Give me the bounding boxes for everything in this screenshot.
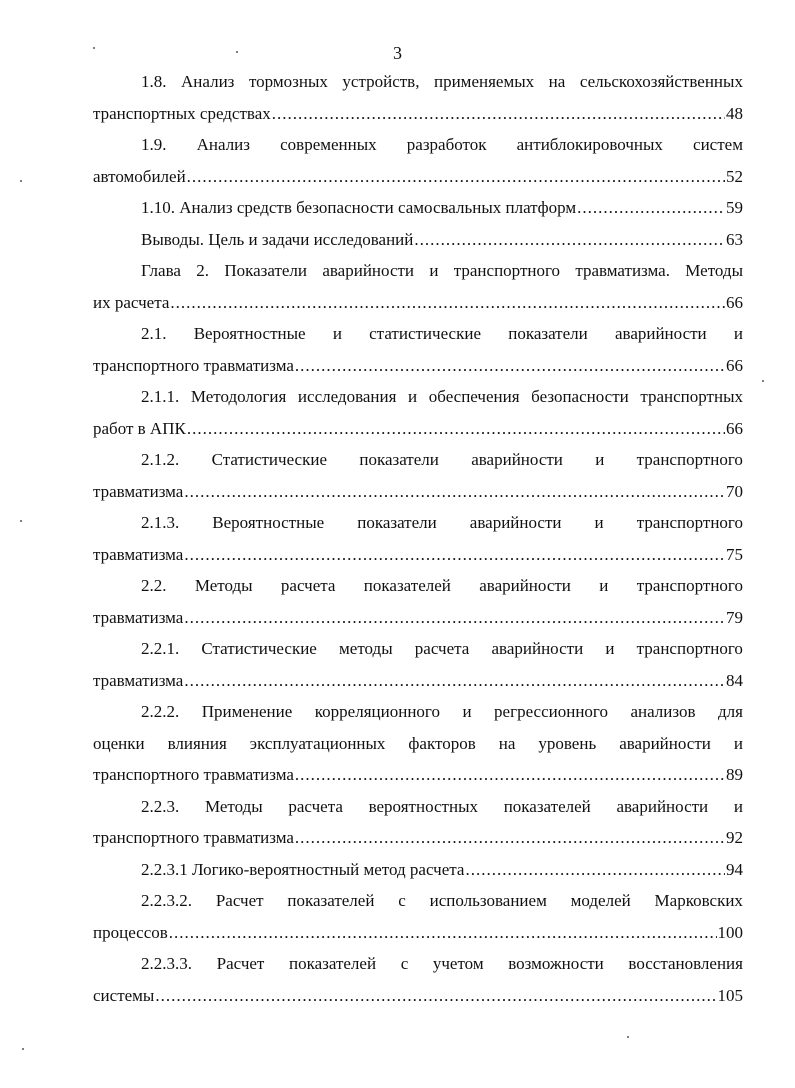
title-word: 1.9. xyxy=(141,135,167,154)
title-word: показателей xyxy=(503,796,591,816)
title-word: факторов xyxy=(408,733,476,753)
toc-line xyxy=(93,602,743,634)
toc-line xyxy=(93,854,743,886)
toc-line xyxy=(93,822,743,854)
title-word: Показатели xyxy=(224,261,308,280)
entry-page: 66 xyxy=(726,292,743,312)
toc-line xyxy=(93,728,743,760)
dot-leader xyxy=(170,287,725,319)
title-word: показателей xyxy=(363,576,451,595)
title-word: влияния xyxy=(167,733,227,753)
title-word: и xyxy=(332,324,342,343)
title-word: 1.8. xyxy=(141,72,167,91)
title-word: расчета xyxy=(280,576,336,595)
title-word: на xyxy=(548,72,566,91)
toc-line xyxy=(93,476,743,508)
title-word: статистические xyxy=(369,324,481,343)
entry-page: 66 xyxy=(726,418,743,438)
title-word: Методология xyxy=(190,387,287,406)
toc-line xyxy=(93,224,743,256)
entry-title: транспортного травматизма xyxy=(93,765,294,784)
dot-leader xyxy=(184,476,725,508)
entry-title: автомобилей xyxy=(93,166,186,186)
toc-entry-1-9 xyxy=(93,129,743,192)
entry-title: травматизма xyxy=(93,670,184,690)
title-word: тормозных xyxy=(248,72,328,91)
title-word: и xyxy=(605,639,615,658)
title-word: обеспечения xyxy=(428,387,520,406)
toc-line xyxy=(93,570,743,602)
dot-leader xyxy=(187,161,725,193)
title-word: аварийности xyxy=(491,639,584,658)
toc-line xyxy=(93,885,743,917)
toc-line xyxy=(93,287,743,319)
toc-entry-2-2-3-2 xyxy=(93,885,743,948)
scan-speck xyxy=(762,380,764,382)
scan-speck xyxy=(22,1048,24,1050)
toc-line xyxy=(93,507,743,539)
toc-line xyxy=(93,980,743,1012)
toc-entry-2-2-3 xyxy=(93,791,743,854)
title-word: Глава xyxy=(141,261,181,280)
title-word: 2.2.3. xyxy=(141,796,180,816)
title-word: Методы xyxy=(194,576,253,595)
title-word: расчета xyxy=(288,796,343,816)
title-word: Анализ xyxy=(181,72,235,91)
dot-leader xyxy=(169,917,717,949)
title-word: Применение xyxy=(201,702,293,721)
dot-leader xyxy=(272,98,725,130)
toc-line xyxy=(93,633,743,665)
entry-page: 94 xyxy=(726,859,743,879)
dot-leader xyxy=(184,665,725,697)
entry-page: 100 xyxy=(717,922,743,942)
title-word: показателей xyxy=(287,891,375,910)
title-word: с xyxy=(398,891,406,910)
entry-page: 79 xyxy=(726,607,743,627)
title-word: расчета xyxy=(414,639,470,658)
scan-speck xyxy=(627,1036,629,1038)
entry-page: 66 xyxy=(726,355,743,375)
entry-page: 84 xyxy=(726,670,743,690)
entry-page: 59 xyxy=(726,198,743,217)
title-word: аварийности xyxy=(619,733,711,753)
title-word: и xyxy=(733,324,743,343)
title-word: исследования xyxy=(297,387,397,406)
scan-speck xyxy=(93,47,95,49)
dot-leader xyxy=(414,224,725,256)
title-word: и xyxy=(429,261,439,280)
toc-line xyxy=(93,350,743,382)
title-word: разработок xyxy=(406,135,487,154)
title-word: Расчет xyxy=(215,891,264,910)
dot-leader xyxy=(184,539,725,571)
toc-line xyxy=(93,66,743,98)
title-word: и xyxy=(733,733,743,753)
toc-entry-2-1-2 xyxy=(93,444,743,507)
title-word: и xyxy=(599,576,609,595)
title-word: антиблокировочных xyxy=(516,135,663,154)
title-word: для xyxy=(718,702,743,721)
entry-title: 1.10. Анализ средств безопасности самосвальных платформ xyxy=(141,198,577,217)
dot-leader xyxy=(187,413,725,445)
title-word: 2.2.3.2. xyxy=(141,891,192,910)
toc-entry-1-8 xyxy=(93,66,743,129)
entry-title: транспортных средствах xyxy=(93,103,271,123)
title-word: показатели xyxy=(357,513,437,532)
scan-speck xyxy=(20,180,22,182)
entry-title: транспортного травматизма xyxy=(93,828,294,847)
title-word: систем xyxy=(693,135,743,154)
toc-entry-2-2 xyxy=(93,570,743,633)
toc-line xyxy=(93,665,743,697)
entry-title: Выводы. Цель и задачи исследований xyxy=(141,229,414,249)
title-word: и xyxy=(733,796,743,816)
toc-entry-2-1 xyxy=(93,318,743,381)
title-word: восстановления xyxy=(628,954,743,973)
title-word: 2.2. xyxy=(141,576,167,595)
title-word: корреляционного xyxy=(314,702,440,721)
title-word: методы xyxy=(339,639,393,658)
toc-line xyxy=(93,381,743,413)
title-word: и xyxy=(408,387,418,406)
title-word: применяемых xyxy=(433,72,535,91)
entry-title: травматизма xyxy=(93,607,184,627)
toc-entry-2-2-3-1 xyxy=(93,854,743,886)
title-word: регрессионного xyxy=(494,702,608,721)
title-word: 2.1.3. xyxy=(141,513,180,532)
title-word: уровень xyxy=(538,733,597,753)
title-word: Статистические xyxy=(211,450,328,469)
title-word: 2.2.2. xyxy=(141,702,180,721)
entry-page: 89 xyxy=(726,765,743,784)
toc-line xyxy=(93,98,743,130)
title-word: моделей xyxy=(570,891,631,910)
entry-title: 2.2.3.1 Логико-вероятностный метод расчета xyxy=(141,859,465,879)
scan-speck xyxy=(236,51,238,53)
title-word: Методы xyxy=(685,261,743,280)
dot-leader xyxy=(295,350,725,382)
toc-entry-2-2-2 xyxy=(93,696,743,791)
toc-line xyxy=(93,129,743,161)
title-word: аварийности xyxy=(614,324,707,343)
title-word: учетом xyxy=(432,954,484,973)
title-word: анализов xyxy=(630,702,696,721)
title-word: использованием xyxy=(429,891,547,910)
table-of-contents xyxy=(93,66,743,1011)
toc-line xyxy=(93,696,743,728)
entry-page: 92 xyxy=(726,828,743,847)
title-word: 2. xyxy=(196,261,209,280)
title-word: Вероятностные xyxy=(193,324,306,343)
title-word: показатели xyxy=(359,450,439,469)
toc-entry-chapter-2 xyxy=(93,255,743,318)
title-word: 2.2.3.3. xyxy=(141,954,192,973)
title-word: современных xyxy=(280,135,377,154)
title-word: транспортного xyxy=(636,513,743,532)
title-word: травматизма. xyxy=(575,261,670,280)
toc-entry-1-10 xyxy=(93,192,743,224)
dot-leader xyxy=(184,602,725,634)
title-word: транспортного xyxy=(636,576,743,595)
title-word: Статистические xyxy=(201,639,317,658)
title-word: сельскохозяйственных xyxy=(579,72,743,91)
title-word: Методы xyxy=(204,796,263,816)
dot-leader xyxy=(577,192,725,224)
toc-entry-conclusions xyxy=(93,224,743,256)
title-word: оценки xyxy=(93,733,145,753)
title-word: с xyxy=(400,954,409,973)
entry-page: 48 xyxy=(726,103,743,123)
entry-page: 52 xyxy=(726,166,743,186)
toc-line xyxy=(93,413,743,445)
entry-title: травматизма xyxy=(93,544,184,564)
title-word: Расчет xyxy=(216,954,265,973)
title-word: на xyxy=(498,733,516,753)
scan-speck xyxy=(20,520,22,522)
title-word: Вероятностные xyxy=(212,513,325,532)
toc-line xyxy=(93,539,743,571)
title-word: и xyxy=(462,702,472,721)
toc-line xyxy=(93,192,743,224)
toc-line xyxy=(93,948,743,980)
title-word: транспортного xyxy=(636,450,743,469)
title-word: аварийности xyxy=(616,796,709,816)
title-word: аварийности xyxy=(322,261,415,280)
entry-page: 63 xyxy=(726,229,743,249)
toc-line xyxy=(93,759,743,791)
title-word: аварийности xyxy=(479,576,571,595)
entry-title: их расчета xyxy=(93,292,170,312)
entry-title: работ в АПК xyxy=(93,418,186,438)
dot-leader xyxy=(295,822,725,854)
entry-page: 105 xyxy=(717,985,743,1005)
title-word: Анализ xyxy=(196,135,250,154)
title-word: 2.2.1. xyxy=(141,639,180,658)
title-word: показателей xyxy=(288,954,377,973)
title-word: Марковских xyxy=(654,891,743,910)
title-word: 2.1.1. xyxy=(141,387,180,406)
page-number: 3 xyxy=(393,43,402,63)
entry-page: 70 xyxy=(726,481,743,501)
title-word: и xyxy=(594,513,604,532)
toc-line xyxy=(93,444,743,476)
toc-entry-2-1-3 xyxy=(93,507,743,570)
title-word: транспортных xyxy=(640,387,743,406)
dot-leader xyxy=(465,854,725,886)
toc-line xyxy=(93,791,743,823)
title-word: показатели xyxy=(508,324,588,343)
entry-title: травматизма xyxy=(93,481,184,501)
title-word: 2.1. xyxy=(141,324,167,343)
title-word: аварийности xyxy=(471,450,563,469)
toc-line xyxy=(93,318,743,350)
toc-line xyxy=(93,917,743,949)
dot-leader xyxy=(155,980,716,1012)
toc-line xyxy=(93,255,743,287)
title-word: устройств, xyxy=(342,72,420,91)
toc-entry-2-1-1 xyxy=(93,381,743,444)
entry-title: системы xyxy=(93,985,155,1005)
entry-title: транспортного травматизма xyxy=(93,355,294,375)
entry-title: процессов xyxy=(93,922,168,942)
title-word: возможности xyxy=(508,954,604,973)
entry-page: 75 xyxy=(726,544,743,564)
title-word: вероятностных xyxy=(368,796,478,816)
toc-entry-2-2-3-3 xyxy=(93,948,743,1011)
title-word: безопасности xyxy=(531,387,629,406)
title-word: и xyxy=(595,450,605,469)
title-word: транспортного xyxy=(453,261,561,280)
title-word: транспортного xyxy=(636,639,743,658)
toc-line xyxy=(93,161,743,193)
title-word: аварийности xyxy=(469,513,562,532)
toc-entry-2-2-1 xyxy=(93,633,743,696)
title-word: эксплуатационных xyxy=(249,733,386,753)
dot-leader xyxy=(295,759,725,791)
title-word: 2.1.2. xyxy=(141,450,180,469)
